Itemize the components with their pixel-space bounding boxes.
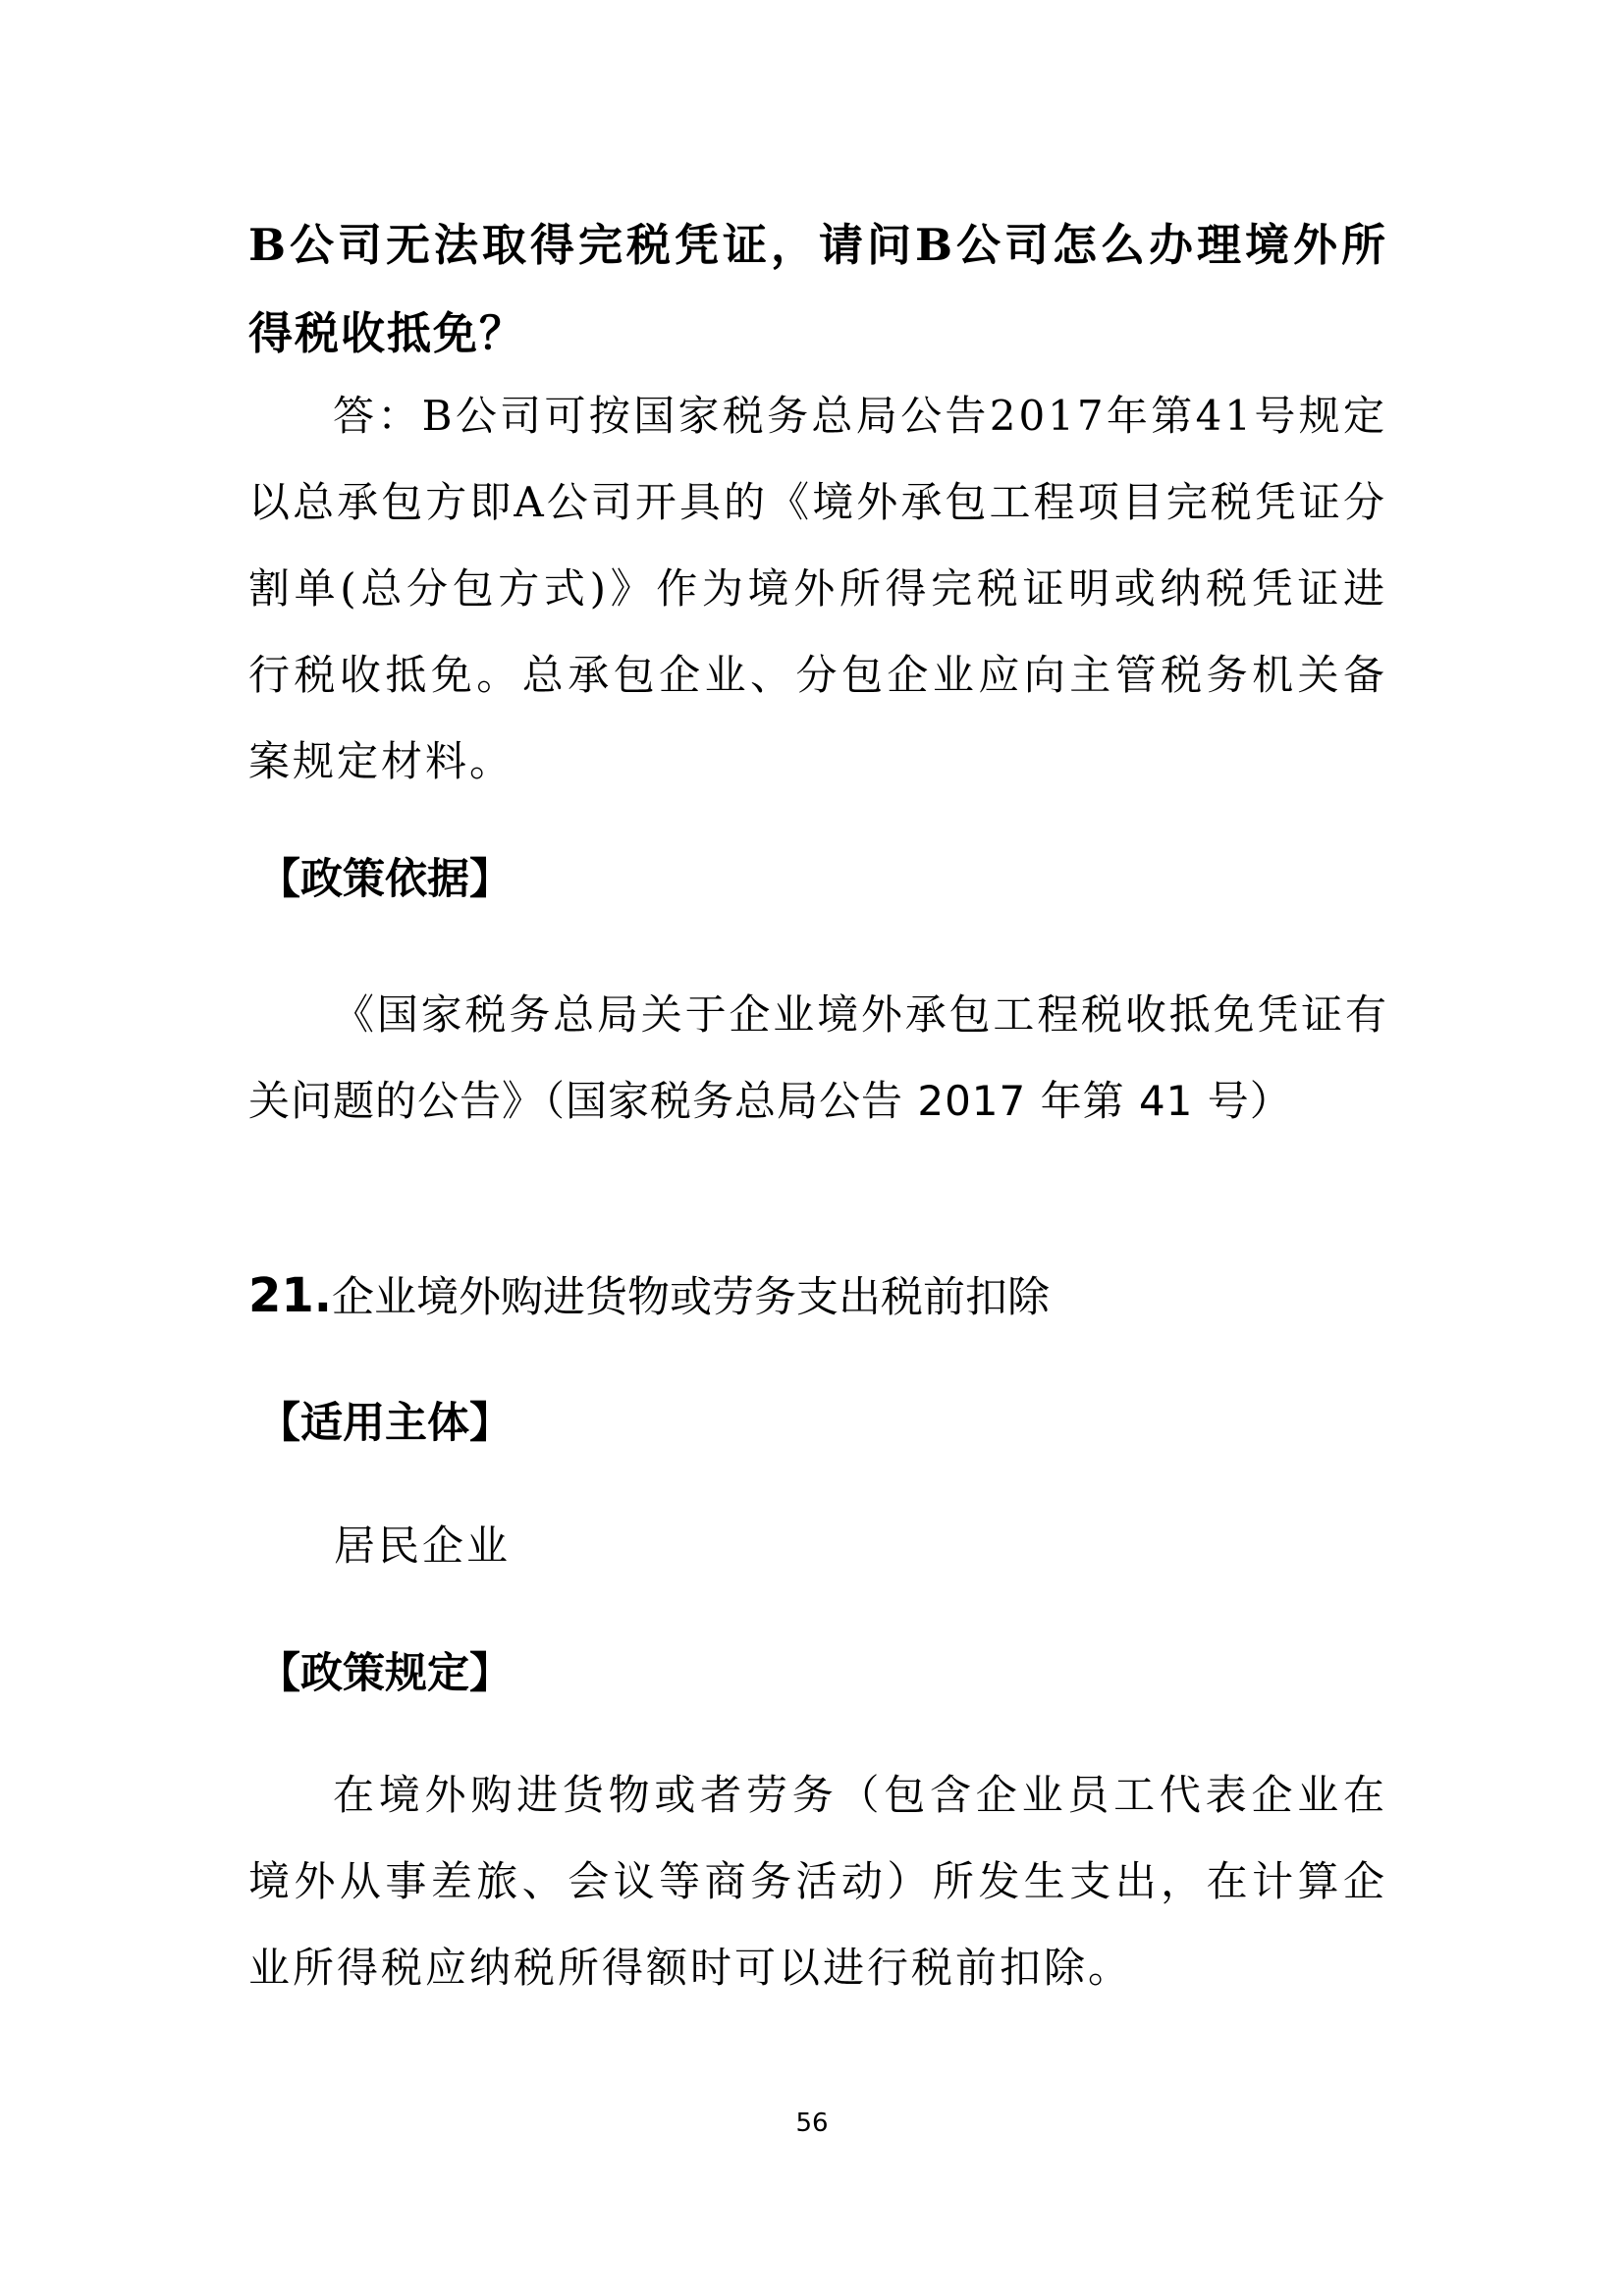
policy-rule-text: 在境外购进货物或者劳务（包含企业员工代表企业在境外从事差旅、会议等商务活动）所发生支出，在计算企业所得税应纳税所得额时可以进行税前扣除。 [248,1771,1387,1992]
policy-basis-text: 《国家税务总局关于企业境外承包工程税收抵免凭证有关问题的公告》（国家税务总局公告 2017 年第 41 号） [248,990,1387,1125]
section-number: 21. [248,1268,333,1323]
applicable-subject-heading: 【适用主体】 [258,1399,512,1448]
policy-basis-heading: 【政策依据】 [258,855,512,904]
policy-rule-heading: 【政策规定】 [258,1649,512,1698]
question-text: B公司无法取得完税凭证，请问B公司怎么办理境外所得税收抵免？ [248,219,1387,359]
section-heading [248,1266,1387,1327]
page-number: 56 [795,2109,829,2138]
applicable-subject-text: 居民企业 [334,1522,512,1570]
section-title: 企业境外购进货物或劳务支出税前扣除 [332,1273,1051,1322]
answer-paragraph: 答：B公司可按国家税务总局公告2017年第41号规定以总承包方即A公司开具的《境外承包工程项目完税凭证分割单(总分包方式)》作为境外所得完税证明或纳税凭证进行税收抵免。总承包企业、分包企业应向主管税务机关备案规定材料。 [248,392,1387,785]
